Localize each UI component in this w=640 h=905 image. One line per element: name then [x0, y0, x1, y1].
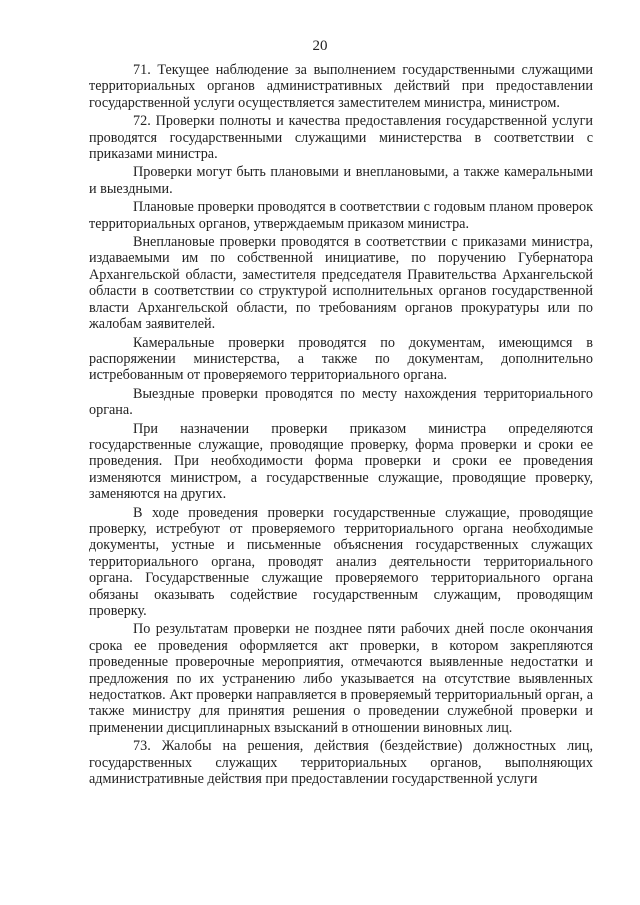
document-body: [89, 62, 593, 789]
paragraph-73: 73. Жалобы на решения, действия (бездействие) должностных лиц, государственных служащих территориальных органов, выполняющих административные действия при предоставлении государственной услуги: [89, 738, 593, 788]
paragraph-71: 71. Текущее наблюдение за выполнением государственными служащими территориальных органов административных действий при предоставлении государственной услуги осуществляется заместителем министра, министром.: [89, 62, 593, 111]
paragraph-check-types: Проверки могут быть плановыми и внеплановыми, а также камеральными и выездными.: [89, 164, 593, 197]
paragraph-onsite-checks: Выездные проверки проводятся по месту нахождения территориального органа.: [89, 385, 593, 419]
page-number: 20: [312, 38, 328, 54]
paragraph-desk-checks: Камеральные проверки проводятся по документам, имеющимся в распоряжении министерства, а также по документам, дополнительно истребованным от проверяемого территориального органа.: [89, 334, 593, 384]
paragraph-unplanned-checks: Внеплановые проверки проводятся в соответствии с приказами министра, издаваемыми им по собственной инициативе, по поручению Губернатора Архангельской области, заместителя председателя Правительства Архангельской области в соответствии со структурой исполнительных органов государственной власти Архангельской области, по требованиям органов прокуратуры или по жалобам заявителей.: [89, 234, 593, 333]
paragraph-check-appointment: При назначении проверки приказом министра определяются государственные служащие, проводящие проверку, форма проверки и сроки ее проведения. При необходимости форма проверки и сроки ее проведения изменяются министром, а государственные служащие, проводящие проверку, заменяются на других.: [89, 420, 593, 503]
paragraph-72: 72. Проверки полноты и качества предоставления государственной услуги проводятся государственными служащими министерства в соответствии с приказами министра.: [89, 113, 593, 163]
paragraph-check-results: По результатам проверки не позднее пяти рабочих дней после окончания срока ее проведения оформляется акт проверки, в котором закрепляются проведенные проверочные мероприятия, отмечаются выявленные недостатки и предложения по их устранению либо указывается на отсутствие выявленных недостатков. Акт проверки направляется в проверяемый территориальный орган, а также министру для принятия решения о проведении служебной проверки и применении дисциплинарных взысканий в отношении виновных лиц.: [89, 621, 593, 736]
paragraph-check-conduct: В ходе проведения проверки государственные служащие, проводящие проверку, истребуют от проверяемого территориального органа необходимые документы, устные и письменные объяснения государственных служащих территориального органа, проводят анализ деятельности территориального органа. Государственные служащие проверяемого территориального органа обязаны оказывать содействие государственным служащим, проводящим проверку.: [89, 504, 593, 619]
paragraph-planned-checks: Плановые проверки проводятся в соответствии с годовым планом проверок территориальных органов, утверждаемым приказом министра.: [89, 199, 593, 232]
